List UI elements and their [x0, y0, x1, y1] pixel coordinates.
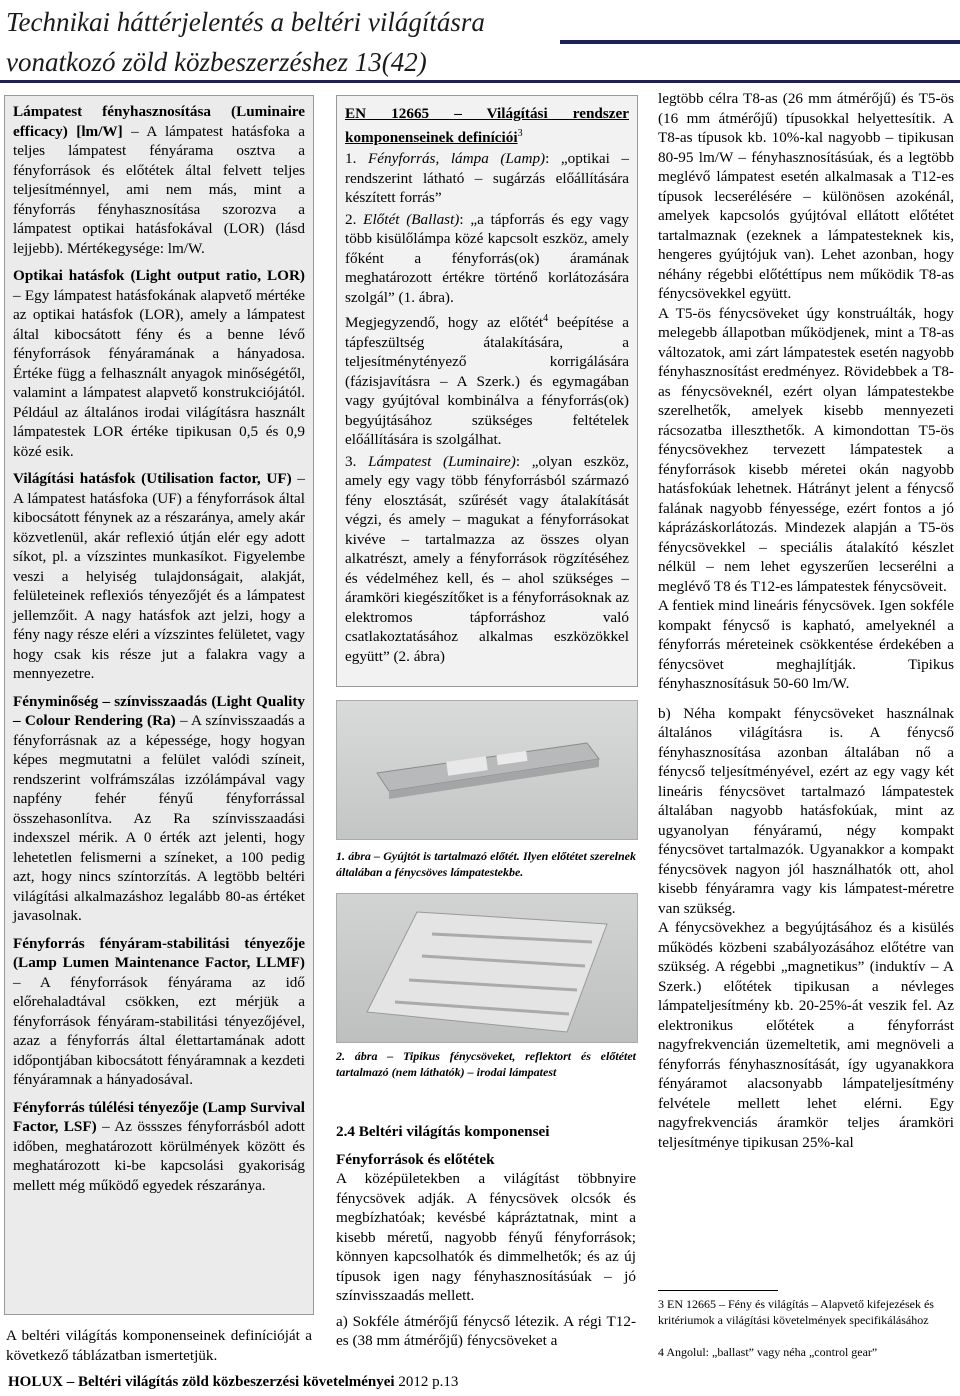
section-2-4: [336, 1122, 636, 1359]
footnote-4: [658, 1344, 956, 1360]
definition: : „olyan eszköz, amely egy vagy több fényforrásból származó fény elosztását, szűrését vagy átalakítását végzi, és amely – magukat a fényforrásokat kivéve – tartalmazza az összes olyan alkatrészt, amely a fényforrások rögzítéséhez és védelméhez kell, és – ahol szükséges – áramköri kiegészítőket is a fényforrásoknak az elektromos tápforráshoz való csatlakoztatásához alkalmas eszközökkel együtt” (2. ábra): [345, 452, 630, 665]
footnote-3: [658, 1296, 956, 1328]
def-ra: [13, 692, 305, 926]
definition: – A lámpatest hatásfoka a teljes lámpatest fényárama osztva a fényforrások és előtétek által felvett teljes teljesítménnyel, ami nem más, mint a fényforrás fényhasznosítása szorozva a lámpatest optikai hatásfokával (LOR) (lásd lejjebb). Mértékegysége: lm/W.: [13, 122, 305, 257]
term: Fényforrás túlélési tényezője (Lamp Survival Factor, LSF): [13, 1098, 305, 1135]
en12665-note: [345, 309, 629, 450]
definition: – A színvisszaadás a fényforrásnak az a képessége, hogy hogyan képes megmutatni a felület valódi színeit, rendszerint volfrámszálas izzólámpával vagy napfény fehér fényű fényforrással összehasonlítva. Az Ra színvisszaadási indexszel mérik. A 0 érték azt jelenti, hogy lehetetlen felismerni a színeket, a 100 pedig azt, hogy nincs színtorzítás. A legtöbb beltéri világítási alkalmazáshoz legalább 80-as értéket javasolnak.: [13, 712, 305, 924]
definition: : „optikai – rendszerint látható – sugárzás előállítására készített forrás”: [345, 150, 629, 207]
ballast-photo: [336, 700, 638, 840]
footnote-ref-4: 4: [543, 313, 549, 325]
paragraph: a) Sokféle átmérőjű fénycső létezik. A régi T12-es (38 mm átmérőjű) fénycsöveket a: [336, 1312, 636, 1349]
def-uf: [13, 469, 305, 684]
subheading: [336, 1150, 636, 1170]
header-rule-2: [0, 80, 960, 83]
paragraph: A fénycsövekhez a begyújtásához és a kisülés működés közbeni szabályozásához előtétre van szükség. A régebbi „magnetikus” (induktív – A Szerk.) előtétek tipikusan a névleges lámpateljesítmény kb. 20-25%-át veszik fel. Az elektronikus előtétek a fényforrást nagyfrekvencián üzemeltetik, ami megnöveli a fényforrás fényhasznosítását, így ugyanakkora fényáramot alacsonyabb lámpateljesítmény felvétele mellett lehet elérni. Egy nagyfrekvenciás áramkör teljes áramköri teljesítménye tipikusan 25%-kal: [658, 919, 954, 1151]
definition: – A fényforrások fényárama az idő előrehaladtával csökken, ezt mérjük a fényforrások fényáram-stabilitási tényezőjével, azaz a fényforrás által élettartamának adott időpontjában kibocsátott fényáramnak a kezdeti fényáramnak a hányadosával.: [13, 973, 305, 1088]
footnote-3-text: 3 EN 12665 – Fény és világítás – Alapvető kifejezések és kritériumok a világítási követelmények specifikálásához: [658, 1297, 934, 1327]
figure-2-caption: [336, 1048, 636, 1080]
en12665-title: [345, 104, 629, 147]
footnote-ref-3: 3: [517, 127, 523, 139]
term: Világítási hatásfok (Utilisation factor, UF): [13, 470, 292, 487]
definitions-content: [13, 102, 305, 1195]
subheading-text: Fényforrások és előtétek: [336, 1150, 495, 1168]
definition: – A lámpatest hatásfoka (UF) a fényforrások által kibocsátott fénynek az a részaránya, amely akár közvetlenül, akár reflexió útján elér egy adott síkot, pl. a vízszintes munkasíkot. Figyelembe veszi a helyiség tulajdonságait, alakját, felületeinek reflexiós tényezőjét és a lámpatest jellemzőit. A nagy hatásfok azt jelzi, hogy a fény nagy része eléri a vízszintes felületet, vagy hogy csak kis része jut a falakra vagy a mennyezetre.: [13, 470, 305, 682]
definition: – Az össszes fényforrásból adott időben, meghatározott körülmények között és meghatározott ki-be kapcsolási gyakoriság mellett még működő egyedek részaránya.: [13, 1118, 305, 1194]
definition: – Egy lámpatest hatásfokának alapvető mértéke az optikai hatásfok (LOR), amely a lámpatest által kibocsátott fény és a benne lévő fényforrások fényáramának a hányadosa. Értéke függ a felhasznált anyagok minőségétől, valamint a lámpatest alapvető konstrukciójától. Például az általános irodai világításra használt lámpatestek LOR értéke tipikusan 0,5 és 0,9 közé esik.: [13, 286, 305, 460]
paragraph: b) Néha kompakt fénycsöveket használnak általános világításra is. A fénycső fényhasznosítása azonban általában nő a fénycső teljesítményével, ezért az egy vagy két lineáris fénycsövet tartalmazó lámpatestek általában nagyobb hatásfokúak, mint az ugyanolyan fényáramú, négy kompakt fénycsövet tartalmazók. Ugyanakkor a kompakt fénycsövek nagyon jól használhatók ott, ahol kisebb fényáramra vagy kis lámpatest-méretre van szükség.: [658, 704, 954, 917]
table-intro: [6, 1326, 312, 1365]
section-heading-text: 2.4 Beltéri világítás komponensei: [336, 1123, 550, 1140]
note: beépítése a tápfeszültség átalakítására, a teljesítménytényező korrigálására (fázisjavításra – A Szerk.) és egymagában vagy gyújtóval kombinálva a fényforrás(ok) begyújtásához szükséges feltételek előállítására is szolgálhat.: [345, 314, 629, 449]
term: Optikai hatásfok (Light output ratio, LOR): [13, 267, 305, 284]
header-line-1: Technikai háttérjelentés a beltéri világításra: [6, 7, 485, 37]
footer-text: HOLUX – Beltéri világítás zöld közbeszerzési követelményei: [8, 1374, 395, 1390]
en12665-item-3: [345, 452, 629, 667]
def-lor: [13, 266, 305, 461]
num: 2.: [345, 210, 364, 228]
header-rule: [560, 40, 960, 44]
ballast-illustration: [337, 701, 638, 840]
paragraph: A középületekben a világítást többnyire fénycsövek adják. A fénycsövek olcsók és megbízhatóak; kevésbé kápráztatnak, mint a kisebb méretű, nagyobb fényű fényforrások; könnyen kapcsolhatók és dimmelhetők; és az új típusok igen nagy fényhasznosításúak – jó színvisszaadás mellett.: [336, 1170, 636, 1304]
term: Lámpatest (Luminaire): [368, 452, 516, 470]
figure-1-caption: [336, 848, 636, 880]
paragraph: A fentiek mind lineáris fénycsövek. Igen sokféle kompakt fénycső is kapható, amelyeknél a fényforrás méreteinek csökkentése érdekében a fénycsövet meghajlítják. Tipikus fényhasznosításuk 50-60 lm/W.: [658, 597, 954, 692]
figure-1-caption-text: 1. ábra – Gyújtót is tartalmazó előtét. Ilyen előtétet szerelnek általában a fénycsöves lámpatestekbe.: [336, 849, 636, 879]
page-footer: [8, 1374, 458, 1391]
paragraph: legtöbb célra T8-as (26 mm átmérőjű) és T5-ös (16 mm átmérőjű) típusokkal helyettesítik. A T8-as típusok kb. 10%-kal nagyobb – tipikusan 80-95 lm/W – fényhasznosításúak, és a legtöbb meglévő lámpatest esetén alkalmasak a T12-es típusok lecserélésére – különösen azokénál, amelyek kapcsolós gyújtóval ellátott előtétet tartalmaznak (ezeknek a lámpatesteknek kis, hengeres gyújtójuk van). Lehet azonban, hogy néhány régebbi előtéttípus nem működik T8-as fénycsövekkel együtt.: [658, 90, 954, 302]
term: Fényforrás, lámpa (Lamp): [367, 150, 546, 168]
en12665-box: [336, 95, 638, 687]
definition: : „a tápforrás és egy vagy több kisülőlámpa közé kapcsolt eszköz, amely főként a fényforrás(ok) áramának meghatározott értékre történő korlátozására szolgál” (1. ábra).: [345, 210, 630, 306]
term: Fényforrás fényáram-stabilitási tényezője (Lamp Lumen Maintenance Factor, LLMF): [13, 934, 305, 971]
en12665-item-2: [345, 210, 629, 308]
term: Fényminőség – színvisszaadás (Light Quality – Colour Rendering (Ra): [13, 692, 305, 729]
paragraph: A T5-ös fénycsöveket úgy konstruálták, hogy melegebb állapotban működjenek, mint a T8-as változatok, ami zárt lámpatestek esetén nagyobb fényhasznosítást eredményez. Rövidebbek a T8-as fénycsöveknél, ezért olyan lámpatestekbe szerelhetők, amelyek kisebb mennyezeti rácsozatba illeszthetők. A kimondottan T5-ös fénycsövekhez tervezett lámpatestek a fényforrások kisebb méretei okán nagyobb hatásfokúak lehetnek. Hátrányt jelent a fénycső falának nagyobb fényessége, ezért fontos a jó káprázáskorlátozás. Mindezek alapján a T5-ös fénycsövekkel – speciális átalakító készlet nélkül – nem lehet egyszerűen lecserélni a meglévő T8 és T12-es lámpatestek fénycsöveit.: [658, 304, 954, 595]
def-luminaire-efficacy: [13, 102, 305, 258]
def-llmf: [13, 934, 305, 1090]
def-lsf: [13, 1098, 305, 1196]
table-intro-text: A beltéri világítás komponenseinek definícióját a következő táblázatban ismertetjük.: [6, 1327, 312, 1364]
footer-page: 2012 p.13: [394, 1374, 459, 1390]
note: Megjegyzendő, hogy az előtét: [345, 314, 544, 332]
right-column: [658, 89, 954, 1160]
en12665-item-1: [345, 149, 629, 208]
section-heading: [336, 1122, 636, 1142]
en12665-title-text: EN 12665 – Világítási rendszer komponenseinek definíciói: [345, 105, 629, 146]
num: 1.: [345, 150, 368, 168]
num: 3.: [345, 452, 369, 470]
term: Előtét (Ballast): [363, 210, 460, 228]
definitions-box: [4, 95, 314, 1315]
footnote-rule: [658, 1290, 778, 1291]
header-line-2: vonatkozó zöld közbeszerzéshez 13(42): [6, 47, 427, 77]
luminaire-photo: [336, 893, 638, 1043]
footnote-4-text: 4 Angolul: „ballast” vagy néha „control gear”: [658, 1345, 878, 1359]
luminaire-illustration: [337, 894, 638, 1043]
figure-2-caption-text: 2. ábra – Tipikus fénycsöveket, reflektort és előtétet tartalmazó (nem láthatók) – irodai lámpatest: [336, 1049, 636, 1079]
term: Lámpatest fényhasznosítása (Luminaire efficacy) [lm/W]: [13, 103, 305, 140]
